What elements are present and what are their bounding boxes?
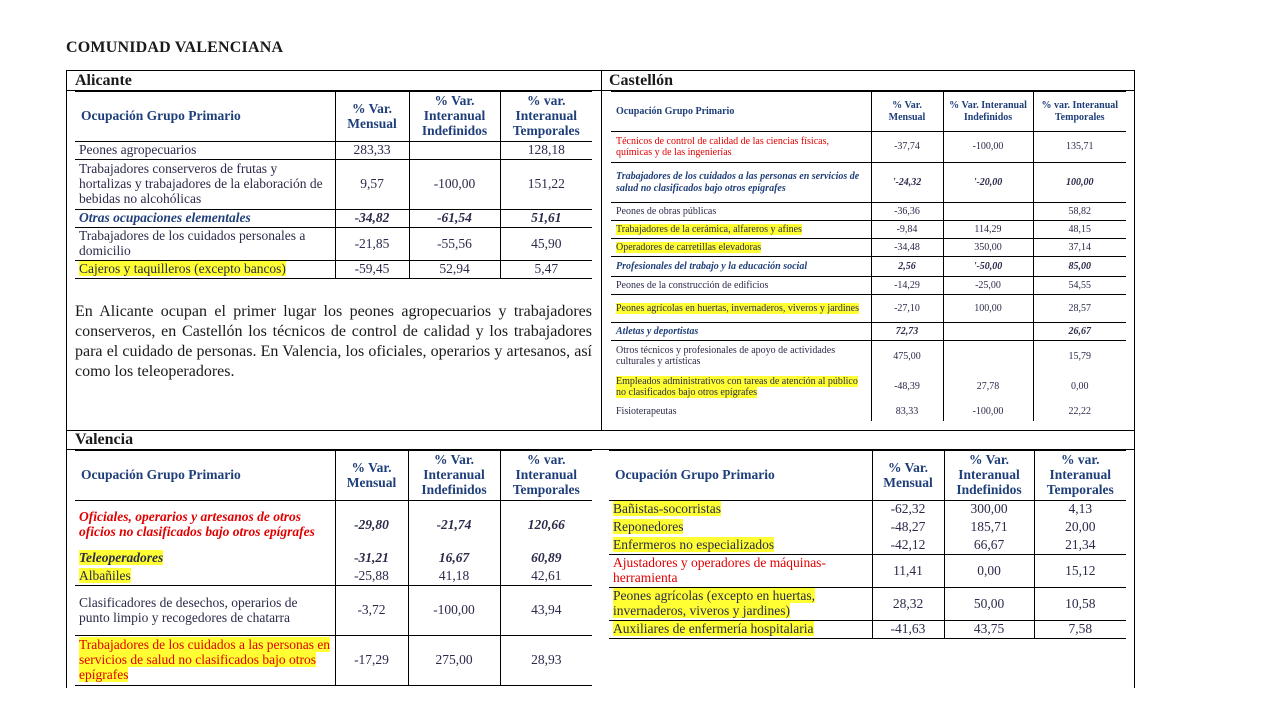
row-temporales: 22,22 [1033, 403, 1126, 421]
valencia-left-table [75, 450, 592, 686]
row-indefinidos: -100,00 [409, 160, 500, 210]
table-row [609, 519, 1126, 537]
highlighted-name: Reponedores [613, 519, 684, 535]
row-temporales: 151,22 [500, 160, 592, 210]
row-temporales: 42,61 [500, 568, 592, 586]
highlighted-name: Teleoperadores [79, 550, 164, 566]
highlighted-name: Bañistas-socorristas [613, 501, 721, 517]
highlighted-name: Trabajadores de la cerámica, alfareros y afines [616, 223, 802, 235]
row-name [609, 537, 872, 555]
table-row [609, 588, 1126, 621]
row-indefinidos: 41,18 [408, 568, 500, 586]
header-var-temporales: % var. Interanual Temporales [500, 92, 592, 142]
row-indefinidos: -100,00 [943, 132, 1033, 163]
row-indefinidos: '-20,00 [943, 163, 1033, 203]
table-row [75, 210, 592, 228]
row-temporales: 28,57 [1033, 295, 1126, 323]
table-row [609, 537, 1126, 555]
row-name: Trabajadores de los cuidados personales a domicilio [75, 228, 335, 261]
row-mensual: '-24,32 [871, 163, 943, 203]
table-row [611, 132, 1126, 163]
row-temporales: 45,90 [500, 228, 592, 261]
header-var-indefinidos: % Var. Interanual Indefinidos [408, 451, 500, 501]
summary-paragraph: En Alicante ocupan el primer lugar los peones agropecuarios y trabajadores conserveros, en Castellón los técnicos de control de calidad y los trabajadores para el cuidado de personas. En Valencia, los oficiales, operarios y artesanos, así como los teleoperadores. [75, 303, 592, 380]
row-mensual: 283,33 [335, 142, 409, 160]
row-name [609, 501, 872, 519]
row-mensual: -14,29 [871, 277, 943, 295]
row-indefinidos: -61,54 [409, 210, 500, 228]
row-mensual: 72,73 [871, 323, 943, 341]
highlighted-name: Trabajadores de los cuidados a las personas en servicios de salud no clasificados bajo otros epígrafes [79, 637, 331, 682]
row-name: Atletas y deportistas [611, 323, 871, 341]
row-temporales: 37,14 [1033, 239, 1126, 257]
highlighted-name: Peones agrícolas en huertas, invernaderos, viveros y jardines [616, 302, 859, 314]
highlighted-name: Enfermeros no especializados [613, 536, 775, 552]
frame-valencia-top [66, 430, 1135, 431]
row-temporales: 15,12 [1034, 555, 1126, 588]
row-indefinidos [409, 142, 500, 160]
header-ocupacion: Ocupación Grupo Primario [611, 92, 871, 132]
row-temporales: 26,67 [1033, 323, 1126, 341]
highlighted-name: Empleados administrativos con tareas de atención al público no clasificados bajo otros epígrafes [616, 375, 858, 398]
header-var-mensual: % Var. Mensual [335, 451, 408, 501]
highlighted-name: Albañiles [79, 567, 131, 583]
row-name: Trabajadores conserveros de frutas y hortalizas y trabajadores de la elaboración de bebidas no alcohólicas [75, 160, 335, 210]
header-ocupacion: Ocupación Grupo Primario [609, 451, 872, 501]
table-row [611, 257, 1126, 277]
row-mensual: -36,36 [871, 203, 943, 221]
row-temporales: 58,82 [1033, 203, 1126, 221]
table-row [609, 621, 1126, 639]
alicante-title: Alicante [75, 72, 132, 89]
row-temporales: 20,00 [1034, 519, 1126, 537]
table-row [611, 341, 1126, 372]
row-indefinidos [943, 203, 1033, 221]
row-indefinidos: 27,78 [943, 372, 1033, 403]
highlighted-name: Auxiliares de enfermería hospitalaria [613, 621, 814, 637]
row-name [75, 550, 335, 568]
row-name: Otras ocupaciones elementales [75, 210, 335, 228]
row-name: Trabajadores de los cuidados a las personas en servicios de salud no clasificados bajo otros epígrafes [611, 163, 871, 203]
page-title: COMUNIDAD VALENCIANA [66, 39, 284, 56]
table-row [611, 323, 1126, 341]
header-var-temporales: % var. Interanual Temporales [500, 451, 592, 501]
table-row [75, 142, 592, 160]
table-row [75, 261, 592, 279]
row-mensual: -48,27 [872, 519, 944, 537]
row-indefinidos [943, 341, 1033, 372]
row-name [611, 239, 871, 257]
row-mensual: 475,00 [871, 341, 943, 372]
table-row [609, 501, 1126, 519]
frame-left-line [66, 70, 67, 688]
header-ocupacion: Ocupación Grupo Primario [75, 92, 335, 142]
row-temporales: 48,15 [1033, 221, 1126, 239]
row-temporales: 128,18 [500, 142, 592, 160]
row-name: Peones agropecuarios [75, 142, 335, 160]
row-mensual: -29,80 [335, 501, 408, 550]
row-mensual: -3,72 [335, 586, 408, 636]
row-name [609, 621, 872, 639]
header-var-mensual: % Var. Mensual [872, 451, 944, 501]
row-mensual: -21,85 [335, 228, 409, 261]
row-temporales: 60,89 [500, 550, 592, 568]
row-mensual: 9,57 [335, 160, 409, 210]
header-var-indefinidos: % Var. Interanual Indefinidos [943, 92, 1033, 132]
row-indefinidos: 52,94 [409, 261, 500, 279]
row-name: Clasificadores de desechos, operarios de punto limpio y recogedores de chatarra [75, 586, 335, 636]
row-mensual: 2,56 [871, 257, 943, 277]
row-temporales: 51,61 [500, 210, 592, 228]
row-mensual: -41,63 [872, 621, 944, 639]
row-mensual: 11,41 [872, 555, 944, 588]
row-mensual: -59,45 [335, 261, 409, 279]
row-temporales: 7,58 [1034, 621, 1126, 639]
alicante-table [75, 91, 592, 279]
row-name: Técnicos de control de calidad de las ciencias físicas, químicas y de las ingenierías [611, 132, 871, 163]
row-mensual: -48,39 [871, 372, 943, 403]
table-row [75, 501, 592, 550]
header-var-temporales: % var. Interanual Temporales [1034, 451, 1126, 501]
row-temporales: 0,00 [1033, 372, 1126, 403]
table-row [611, 277, 1126, 295]
header-var-mensual: % Var. Mensual [871, 92, 943, 132]
row-indefinidos: -100,00 [943, 403, 1033, 421]
row-indefinidos: -21,74 [408, 501, 500, 550]
highlighted-name: Cajeros y taquilleros (excepto bancos) [79, 261, 286, 277]
row-name: Ajustadores y operadores de máquinas-herramienta [609, 555, 872, 588]
table-row [75, 160, 592, 210]
row-indefinidos: -55,56 [409, 228, 500, 261]
row-name [609, 588, 872, 621]
row-indefinidos: 100,00 [943, 295, 1033, 323]
row-mensual: -27,10 [871, 295, 943, 323]
castellon-title: Castellón [609, 72, 673, 89]
table-row [75, 568, 592, 586]
table-row [75, 550, 592, 568]
row-temporales: 100,00 [1033, 163, 1126, 203]
row-temporales: 15,79 [1033, 341, 1126, 372]
row-name: Oficiales, operarios y artesanos de otros oficios no clasificados bajo otros epígrafes [75, 501, 335, 550]
row-mensual: -9,84 [871, 221, 943, 239]
row-indefinidos: '-50,00 [943, 257, 1033, 277]
header-var-mensual: % Var. Mensual [335, 92, 409, 142]
row-temporales: 54,55 [1033, 277, 1126, 295]
table-row [611, 203, 1126, 221]
row-name [75, 568, 335, 586]
table-row [75, 636, 592, 686]
table-row [611, 295, 1126, 323]
table-row [611, 163, 1126, 203]
row-name: Peones de la construcción de edificios [611, 277, 871, 295]
header-var-indefinidos: % Var. Interanual Indefinidos [944, 451, 1034, 501]
row-temporales: 120,66 [500, 501, 592, 550]
row-name: Profesionales del trabajo y la educación social [611, 257, 871, 277]
row-temporales: 85,00 [1033, 257, 1126, 277]
table-row [611, 372, 1126, 403]
row-indefinidos: 275,00 [408, 636, 500, 686]
row-indefinidos: 16,67 [408, 550, 500, 568]
row-name: Fisioterapeutas [611, 403, 871, 421]
row-indefinidos [943, 323, 1033, 341]
row-indefinidos: 114,29 [943, 221, 1033, 239]
table-header-row [75, 92, 592, 142]
frame-middle-line [601, 70, 602, 430]
row-name [75, 636, 335, 686]
row-mensual: -31,21 [335, 550, 408, 568]
row-name [609, 519, 872, 537]
row-temporales: 28,93 [500, 636, 592, 686]
table-header-row [609, 451, 1126, 501]
row-temporales: 135,71 [1033, 132, 1126, 163]
table-row [611, 239, 1126, 257]
row-name [611, 295, 871, 323]
row-temporales: 10,58 [1034, 588, 1126, 621]
table-row [75, 228, 592, 261]
row-mensual: 83,33 [871, 403, 943, 421]
row-temporales: 43,94 [500, 586, 592, 636]
row-mensual: 28,32 [872, 588, 944, 621]
table-row [611, 221, 1126, 239]
row-temporales: 5,47 [500, 261, 592, 279]
row-name: Peones de obras públicas [611, 203, 871, 221]
header-var-temporales: % var. Interanual Temporales [1033, 92, 1126, 132]
valencia-title: Valencia [75, 431, 134, 448]
row-temporales: 21,34 [1034, 537, 1126, 555]
row-name [75, 261, 335, 279]
row-indefinidos: 300,00 [944, 501, 1034, 519]
row-indefinidos: 350,00 [943, 239, 1033, 257]
row-indefinidos: -25,00 [943, 277, 1033, 295]
row-mensual: -25,88 [335, 568, 408, 586]
row-mensual: -34,48 [871, 239, 943, 257]
table-header-row [611, 92, 1126, 132]
row-temporales: 4,13 [1034, 501, 1126, 519]
header-var-indefinidos: % Var. Interanual Indefinidos [409, 92, 500, 142]
table-row [75, 586, 592, 636]
table-row [609, 555, 1126, 588]
frame-right-line [1134, 70, 1135, 688]
row-indefinidos: 66,67 [944, 537, 1034, 555]
row-mensual: -34,82 [335, 210, 409, 228]
row-mensual: -42,12 [872, 537, 944, 555]
row-indefinidos: 185,71 [944, 519, 1034, 537]
valencia-right-table [609, 450, 1126, 639]
row-name [611, 372, 871, 403]
highlighted-name: Peones agrícolas (excepto en huertas, invernaderos, viveros y jardines) [613, 588, 816, 618]
row-mensual: -17,29 [335, 636, 408, 686]
row-indefinidos: -100,00 [408, 586, 500, 636]
header-ocupacion: Ocupación Grupo Primario [75, 451, 335, 501]
row-name [611, 221, 871, 239]
row-indefinidos: 50,00 [944, 588, 1034, 621]
table-header-row [75, 451, 592, 501]
row-indefinidos: 43,75 [944, 621, 1034, 639]
row-name: Otros técnicos y profesionales de apoyo de actividades culturales y artísticas [611, 341, 871, 372]
highlighted-name: Operadores de carretillas elevadoras [616, 241, 762, 253]
row-indefinidos: 0,00 [944, 555, 1034, 588]
row-mensual: -62,32 [872, 501, 944, 519]
row-mensual: -37,74 [871, 132, 943, 163]
table-row [611, 403, 1126, 421]
castellon-table [611, 91, 1126, 421]
